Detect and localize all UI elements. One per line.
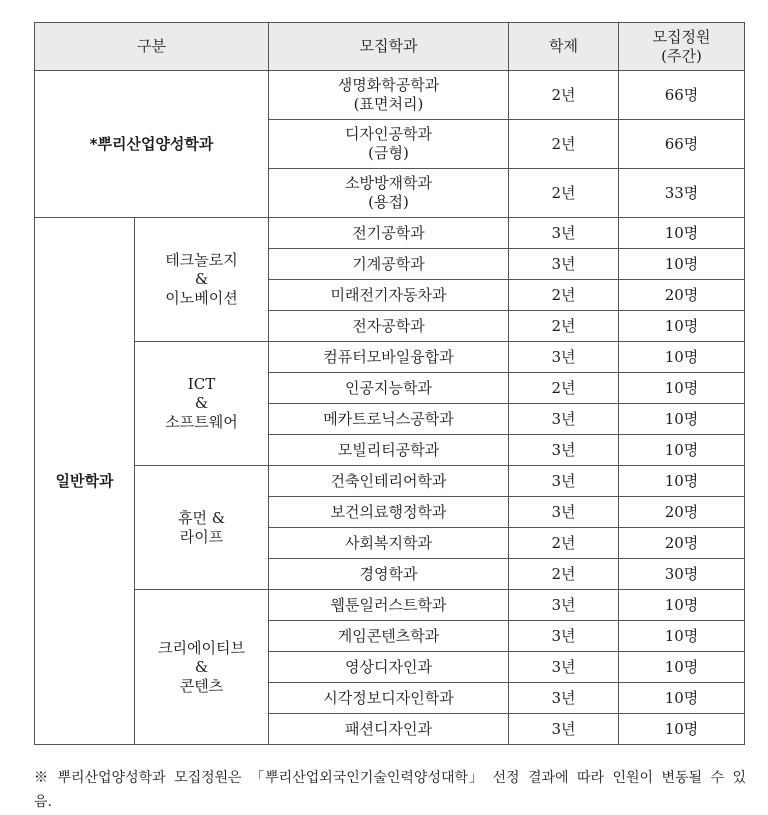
department-cell: 전기공학과 <box>269 218 509 249</box>
duration-cell: 2년 <box>509 373 619 404</box>
header-quota <box>619 23 745 71</box>
table-row <box>35 71 745 120</box>
duration-cell: 3년 <box>509 652 619 683</box>
department-cell: 건축인테리어학과 <box>269 466 509 497</box>
duration-cell: 3년 <box>509 714 619 745</box>
quota-cell: 20명 <box>619 280 745 311</box>
department-cell: 미래전기자동차과 <box>269 280 509 311</box>
quota-cell: 10명 <box>619 714 745 745</box>
table-row <box>35 590 745 621</box>
group-name: 크리에이티브 & 콘텐츠 <box>135 590 269 745</box>
header-quota-line2: (주간) <box>661 46 702 65</box>
quota-cell: 10명 <box>619 435 745 466</box>
department-cell: 패션디자인과 <box>269 714 509 745</box>
table-row <box>35 466 745 497</box>
duration-cell: 3년 <box>509 404 619 435</box>
department-subname: (표면처리) <box>353 95 424 113</box>
quota-cell: 10명 <box>619 218 745 249</box>
group-name: ICT & 소프트웨어 <box>135 342 269 466</box>
quota-cell: 10명 <box>619 621 745 652</box>
footnote: ※ 뿌리산업양성학과 모집정원은 「뿌리산업외국인기술인력양성대학」 선정 결과에 따라 인원이 변동될 수 있음. <box>34 770 746 810</box>
department-cell: 모빌리티공학과 <box>269 435 509 466</box>
department-subname: (용접) <box>368 193 409 211</box>
group-name: 휴먼 & 라이프 <box>135 466 269 590</box>
quota-cell: 20명 <box>619 497 745 528</box>
department-name: 생명화학공학과 <box>337 76 440 94</box>
table-header-row <box>35 23 745 71</box>
department-cell <box>269 71 509 120</box>
duration-cell: 2년 <box>509 280 619 311</box>
duration-cell: 3년 <box>509 342 619 373</box>
department-cell: 인공지능학과 <box>269 373 509 404</box>
duration-cell: 3년 <box>509 497 619 528</box>
quota-cell: 10명 <box>619 249 745 280</box>
department-cell: 게임콘텐츠학과 <box>269 621 509 652</box>
group-name: 테크놀로지 & 이노베이션 <box>135 218 269 342</box>
quota-cell: 10명 <box>619 311 745 342</box>
department-cell <box>269 169 509 218</box>
header-duration: 학제 <box>509 23 619 71</box>
quota-cell: 10명 <box>619 373 745 404</box>
special-category: *뿌리산업양성학과 <box>35 71 269 218</box>
department-cell: 메카트로닉스공학과 <box>269 404 509 435</box>
duration-cell: 3년 <box>509 466 619 497</box>
table-row <box>35 342 745 373</box>
duration-cell: 2년 <box>509 559 619 590</box>
quota-cell: 33명 <box>619 169 745 218</box>
general-category: 일반학과 <box>35 218 135 745</box>
department-cell: 경영학과 <box>269 559 509 590</box>
duration-cell: 2년 <box>509 528 619 559</box>
duration-cell: 3년 <box>509 249 619 280</box>
duration-cell: 3년 <box>509 435 619 466</box>
department-cell: 컴퓨터모바일융합과 <box>269 342 509 373</box>
department-subname: (금형) <box>368 144 409 162</box>
header-quota-line1: 모집정원 <box>652 27 711 46</box>
quota-cell: 20명 <box>619 528 745 559</box>
quota-cell: 10명 <box>619 466 745 497</box>
table-row <box>35 218 745 249</box>
quota-cell: 10명 <box>619 683 745 714</box>
duration-cell: 3년 <box>509 621 619 652</box>
department-cell: 전자공학과 <box>269 311 509 342</box>
duration-cell: 2년 <box>509 311 619 342</box>
quota-cell: 10명 <box>619 652 745 683</box>
quota-cell: 10명 <box>619 590 745 621</box>
department-cell: 보건의료행정학과 <box>269 497 509 528</box>
duration-cell: 2년 <box>509 71 619 120</box>
header-category: 구분 <box>35 23 269 71</box>
recruitment-table-wrapper <box>34 22 744 745</box>
recruitment-table <box>34 22 745 745</box>
quota-cell: 10명 <box>619 342 745 373</box>
department-cell: 시각정보디자인학과 <box>269 683 509 714</box>
duration-cell: 3년 <box>509 590 619 621</box>
department-cell: 사회복지학과 <box>269 528 509 559</box>
duration-cell: 2년 <box>509 120 619 169</box>
department-cell: 기계공학과 <box>269 249 509 280</box>
duration-cell: 3년 <box>509 218 619 249</box>
department-cell: 웹툰일러스트학과 <box>269 590 509 621</box>
department-cell: 영상디자인과 <box>269 652 509 683</box>
department-name: 디자인공학과 <box>345 125 432 143</box>
department-name: 소방방재학과 <box>345 174 432 192</box>
duration-cell: 3년 <box>509 683 619 714</box>
header-department: 모집학과 <box>269 23 509 71</box>
quota-cell: 10명 <box>619 404 745 435</box>
department-cell <box>269 120 509 169</box>
duration-cell: 2년 <box>509 169 619 218</box>
quota-cell: 30명 <box>619 559 745 590</box>
quota-cell: 66명 <box>619 71 745 120</box>
quota-cell: 66명 <box>619 120 745 169</box>
